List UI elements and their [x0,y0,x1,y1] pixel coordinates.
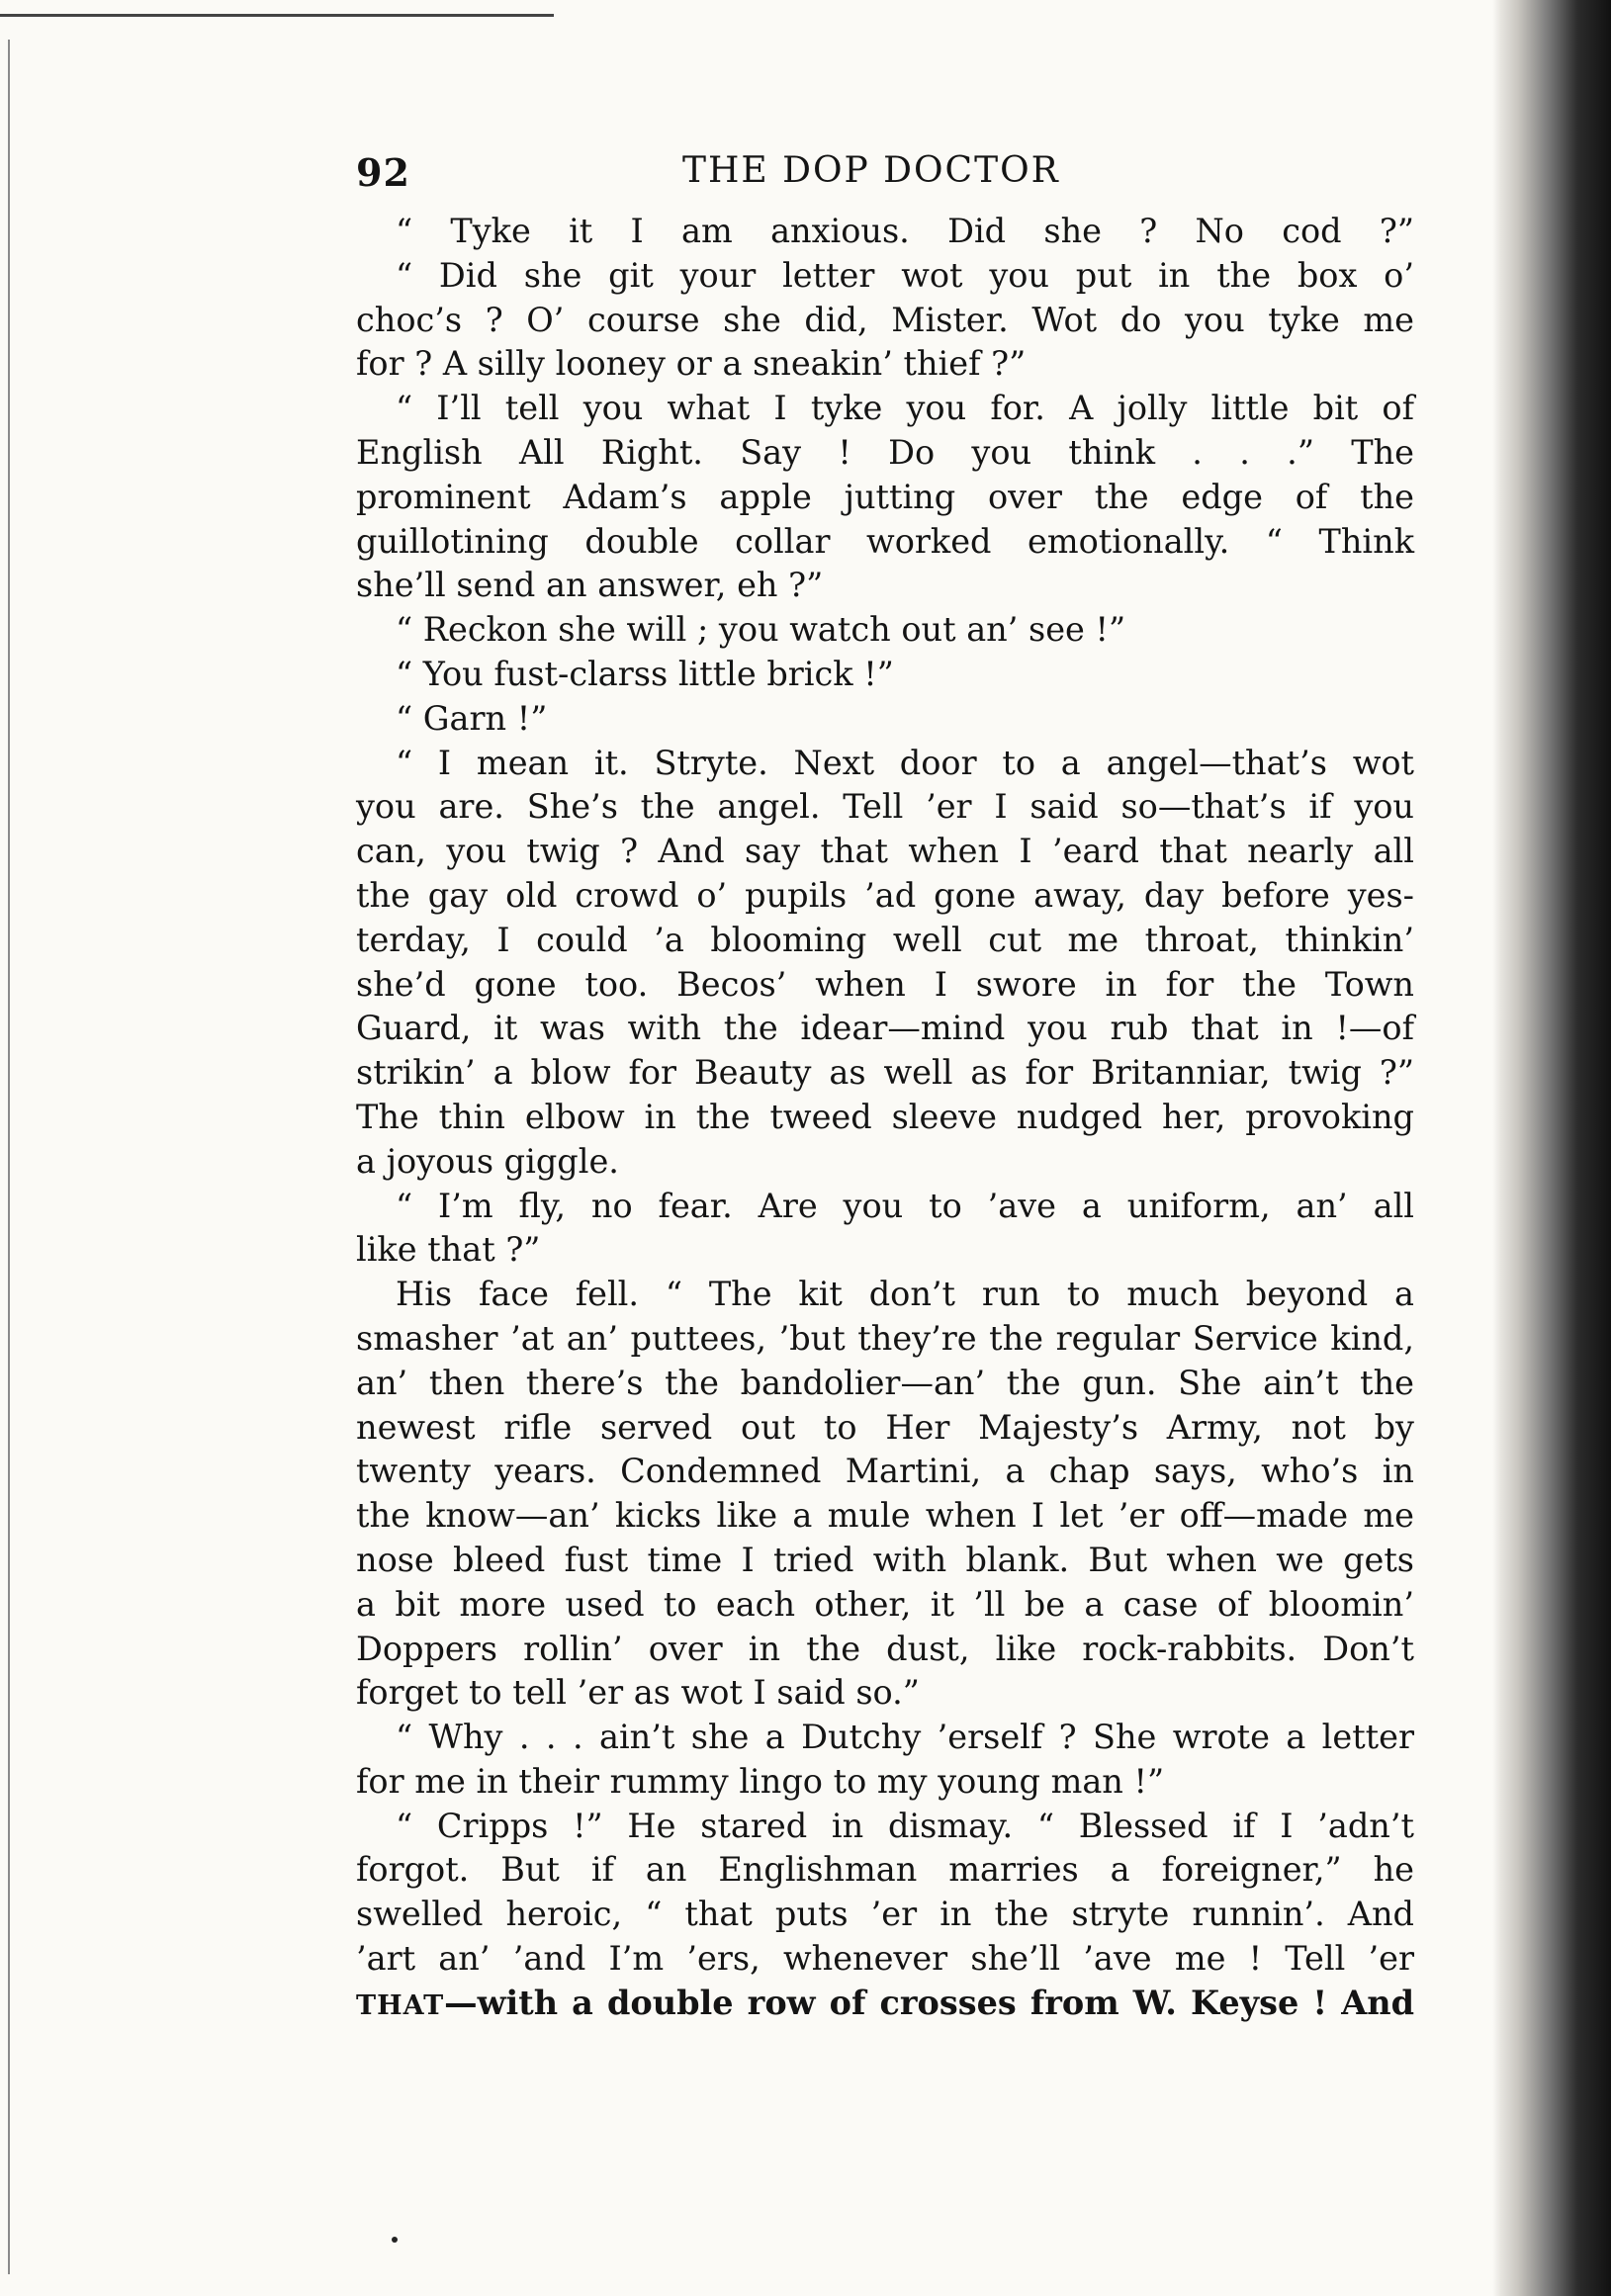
text-line: “ Tyke it I am anxious. Did she ? No cod ?” [396,212,1414,250]
text-line: forget to tell ’er as wot I said so.” [356,1673,920,1713]
text-line: nose bleed fust time I tried with blank. But when we gets [356,1540,1414,1579]
text-line: “ Why . . . ain’t she a Dutchy ’erself ? She wrote a letter [396,1718,1414,1757]
text-line: an’ then there’s the bandolier—an’ the gun. She ain’t the [356,1363,1414,1402]
text-line: “ Did she git your letter wot you put in the box o’ [396,255,1414,295]
text-line: for me in their rummy lingo to my young man !” [356,1761,1165,1801]
text-line: “ You fust-clarss little brick !” [396,654,894,693]
text-line: like that ?” [356,1230,541,1270]
text-line: a joyous giggle. [356,1141,619,1181]
text-line: newest rifle served out to Her Majesty’s Army, not by [356,1407,1414,1447]
page-number: 92 [356,150,410,195]
binding-edge [1492,0,1611,2296]
text-line: you are. She’s the angel. Tell ’er I said so—that’s if you [356,787,1414,827]
text-line: twenty years. Condemned Martini, a chap says, who’s in [356,1452,1414,1491]
scan-border-mark [0,0,554,17]
text-line: choc’s ? O’ course she did, Mister. Wot do you tyke me [356,300,1414,339]
text-line: prominent Adam’s apple jutting over the edge of the [356,477,1414,516]
scan-left-rule [8,40,10,2274]
text-line: English All Right. Say ! Do you think . . .” The [356,432,1414,472]
text-line: guillotining double collar worked emotionally. “ Think [356,521,1414,561]
running-title: THE DOP DOCTOR [682,150,1060,191]
final-line-rest: —with a double row of crosses from W. Keyse ! And [444,1983,1414,2022]
text-line-final [356,1982,1414,2026]
small-caps-word: THAT [356,1989,445,2021]
text-line: Doppers rollin’ over in the dust, like rock-rabbits. Don’t [356,1629,1414,1668]
text-line: the know—an’ kicks like a mule when I let ’er off—made me [356,1496,1414,1536]
text-line: His face fell. “ The kit don’t run to much beyond a [396,1275,1414,1314]
text-line: “ Garn !” [396,698,548,738]
text-line: can, you twig ? And say that when I ’eard that nearly all [356,832,1414,871]
text-line: Guard, it was with the idear—mind you rub that in !—of [356,1009,1414,1048]
text-line: for ? A silly looney or a sneakin’ thief ?” [356,344,1027,384]
text-line: a bit more used to each other, it ’ll be a case of bloomin’ [356,1584,1414,1624]
text-line: “ I mean it. Stryte. Next door to a angel—that’s wot [396,743,1414,782]
body-text [356,210,1414,2026]
text-line: ’art an’ ’and I’m ’ers, whenever she’ll ’ave me ! Tell ’er [356,1939,1414,1979]
scan-speck [392,2237,398,2243]
text-line: “ I’m fly, no fear. Are you to ’ave a uniform, an’ all [396,1186,1414,1225]
text-line: the gay old crowd o’ pupils ’ad gone away, day before yes- [356,875,1414,915]
text-line: forgot. But if an Englishman marries a foreigner,” he [356,1850,1414,1890]
text-line: strikin’ a blow for Beauty as well as for Britanniar, twig ?” [356,1053,1414,1093]
text-line: she’ll send an answer, eh ?” [356,566,824,605]
text-line: swelled heroic, “ that puts ’er in the stryte runnin’. And [356,1895,1414,1934]
text-line: “ Cripps !” He stared in dismay. “ Blessed if I ’adn’t [396,1806,1414,1845]
text-line: “ I’ll tell you what I tyke you for. A jolly little bit of [396,389,1414,428]
text-line: The thin elbow in the tweed sleeve nudged her, provoking [356,1097,1414,1136]
text-line: “ Reckon she will ; you watch out an’ see !” [396,610,1126,650]
text-line: smasher ’at an’ puttees, ’but they’re the regular Service kind, [356,1318,1414,1358]
text-line: she’d gone too. Becos’ when I swore in for the Town [356,964,1414,1004]
text-line: terday, I could ’a blooming well cut me throat, thinkin’ [356,920,1414,959]
page-header [356,150,1444,210]
